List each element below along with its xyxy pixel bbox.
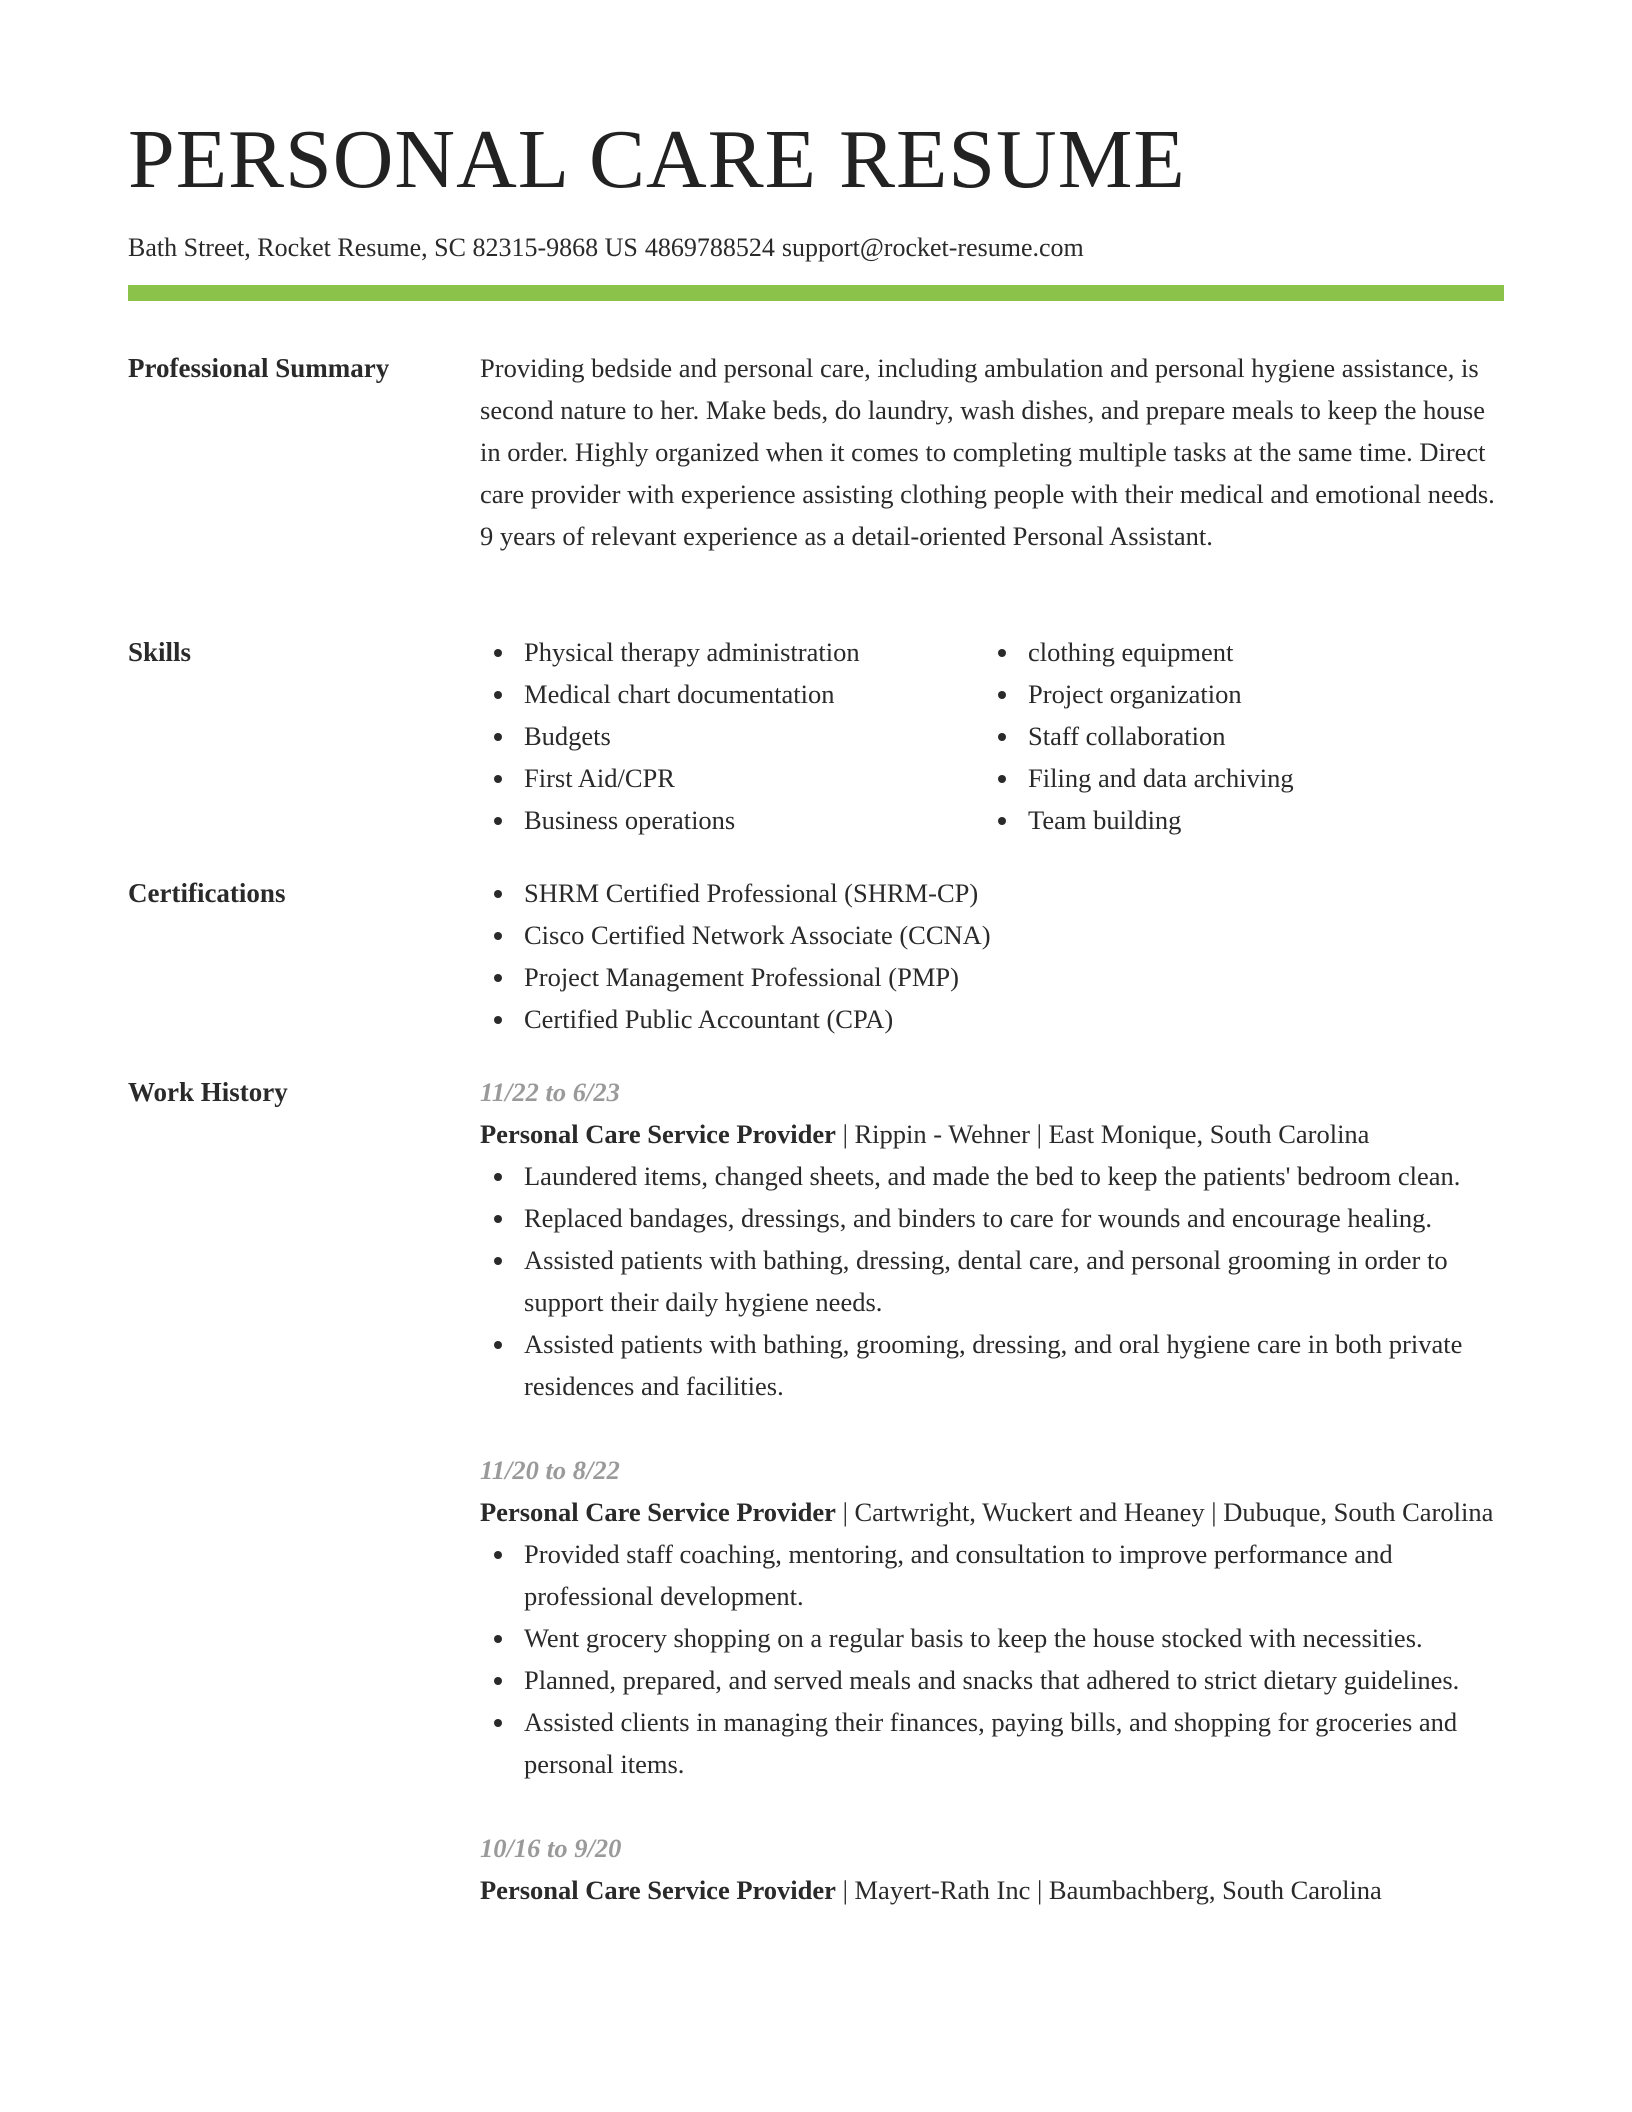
job-entry (480, 1449, 1504, 1785)
skills-heading: Skills (128, 637, 192, 667)
certifications-list (480, 872, 1504, 1040)
job-duty: Provided staff coaching, mentoring, and consultation to improve performance and professional development. (480, 1533, 1504, 1617)
skill-item: First Aid/CPR (480, 757, 984, 799)
job-dates: 11/22 to 6/23 (480, 1077, 620, 1107)
contact-line (128, 232, 1084, 264)
work-history-body (480, 1071, 1504, 1953)
skills-columns (480, 631, 1504, 841)
job-title: Personal Care Service Provider (480, 1875, 836, 1905)
job-duty: Went grocery shopping on a regular basis to keep the house stocked with necessities. (480, 1617, 1504, 1659)
work-history-heading: Work History (128, 1077, 288, 1107)
contact-address: Bath Street, Rocket Resume, SC 82315-9868 US (128, 233, 638, 262)
job-heading (480, 1869, 1504, 1911)
header-divider (128, 285, 1504, 301)
skills-list-right (984, 631, 1504, 841)
resume-title: PERSONAL CARE RESUME (128, 113, 1186, 206)
summary-body (480, 347, 1504, 557)
skill-item: Physical therapy administration (480, 631, 984, 673)
job-duties-list (480, 1533, 1504, 1785)
skills-body (480, 631, 1504, 841)
certifications-body (480, 872, 1504, 1040)
job-details: | Rippin - Wehner | East Monique, South Carolina (835, 1119, 1370, 1149)
job-duty: Laundered items, changed sheets, and made the bed to keep the patients' bedroom clean. (480, 1155, 1504, 1197)
job-title: Personal Care Service Provider (480, 1119, 836, 1149)
summary-heading: Professional Summary (128, 353, 390, 383)
certifications-heading: Certifications (128, 878, 286, 908)
job-title: Personal Care Service Provider (480, 1497, 836, 1527)
skill-item: Staff collaboration (984, 715, 1504, 757)
job-duty: Replaced bandages, dressings, and binders to care for wounds and encourage healing. (480, 1197, 1504, 1239)
job-duties-list (480, 1155, 1504, 1407)
job-duty: Assisted clients in managing their finances, paying bills, and shopping for groceries and personal items. (480, 1701, 1504, 1785)
job-details: | Mayert-Rath Inc | Baumbachberg, South Carolina (835, 1875, 1382, 1905)
skill-item: Team building (984, 799, 1504, 841)
skills-list-left (480, 631, 984, 841)
job-heading (480, 1113, 1504, 1155)
job-details: | Cartwright, Wuckert and Heaney | Dubuque, South Carolina (835, 1497, 1494, 1527)
certification-item: SHRM Certified Professional (SHRM-CP) (480, 872, 1504, 914)
certification-item: Cisco Certified Network Associate (CCNA) (480, 914, 1504, 956)
skill-item: Medical chart documentation (480, 673, 984, 715)
job-dates: 11/20 to 8/22 (480, 1455, 620, 1485)
certification-item: Certified Public Accountant (CPA) (480, 998, 1504, 1040)
job-dates: 10/16 to 9/20 (480, 1833, 622, 1863)
job-entry (480, 1071, 1504, 1407)
summary-text: Providing bedside and personal care, including ambulation and personal hygiene assistance, is second nature to her. Make beds, do laundry, wash dishes, and prepare meals to keep the house in order. Highly organized when it comes to completing multiple tasks at the same time. Direct care provider with experience assisting clothing people with their medical and emotional needs. 9 years of relevant experience as a detail-oriented Personal Assistant. (480, 353, 1495, 551)
job-duty: Assisted patients with bathing, dressing, dental care, and personal grooming in order to support their daily hygiene needs. (480, 1239, 1504, 1323)
skill-item: Project organization (984, 673, 1504, 715)
skill-item: Business operations (480, 799, 984, 841)
skill-item: Filing and data archiving (984, 757, 1504, 799)
job-duty: Assisted patients with bathing, grooming, dressing, and oral hygiene care in both private residences and facilities. (480, 1323, 1504, 1407)
contact-phone: 4869788524 (644, 233, 775, 262)
contact-email: support@rocket-resume.com (781, 233, 1084, 262)
skill-item: clothing equipment (984, 631, 1504, 673)
job-duty: Planned, prepared, and served meals and snacks that adhered to strict dietary guidelines. (480, 1659, 1504, 1701)
skill-item: Budgets (480, 715, 984, 757)
job-entry (480, 1827, 1504, 1911)
job-heading (480, 1491, 1504, 1533)
certification-item: Project Management Professional (PMP) (480, 956, 1504, 998)
